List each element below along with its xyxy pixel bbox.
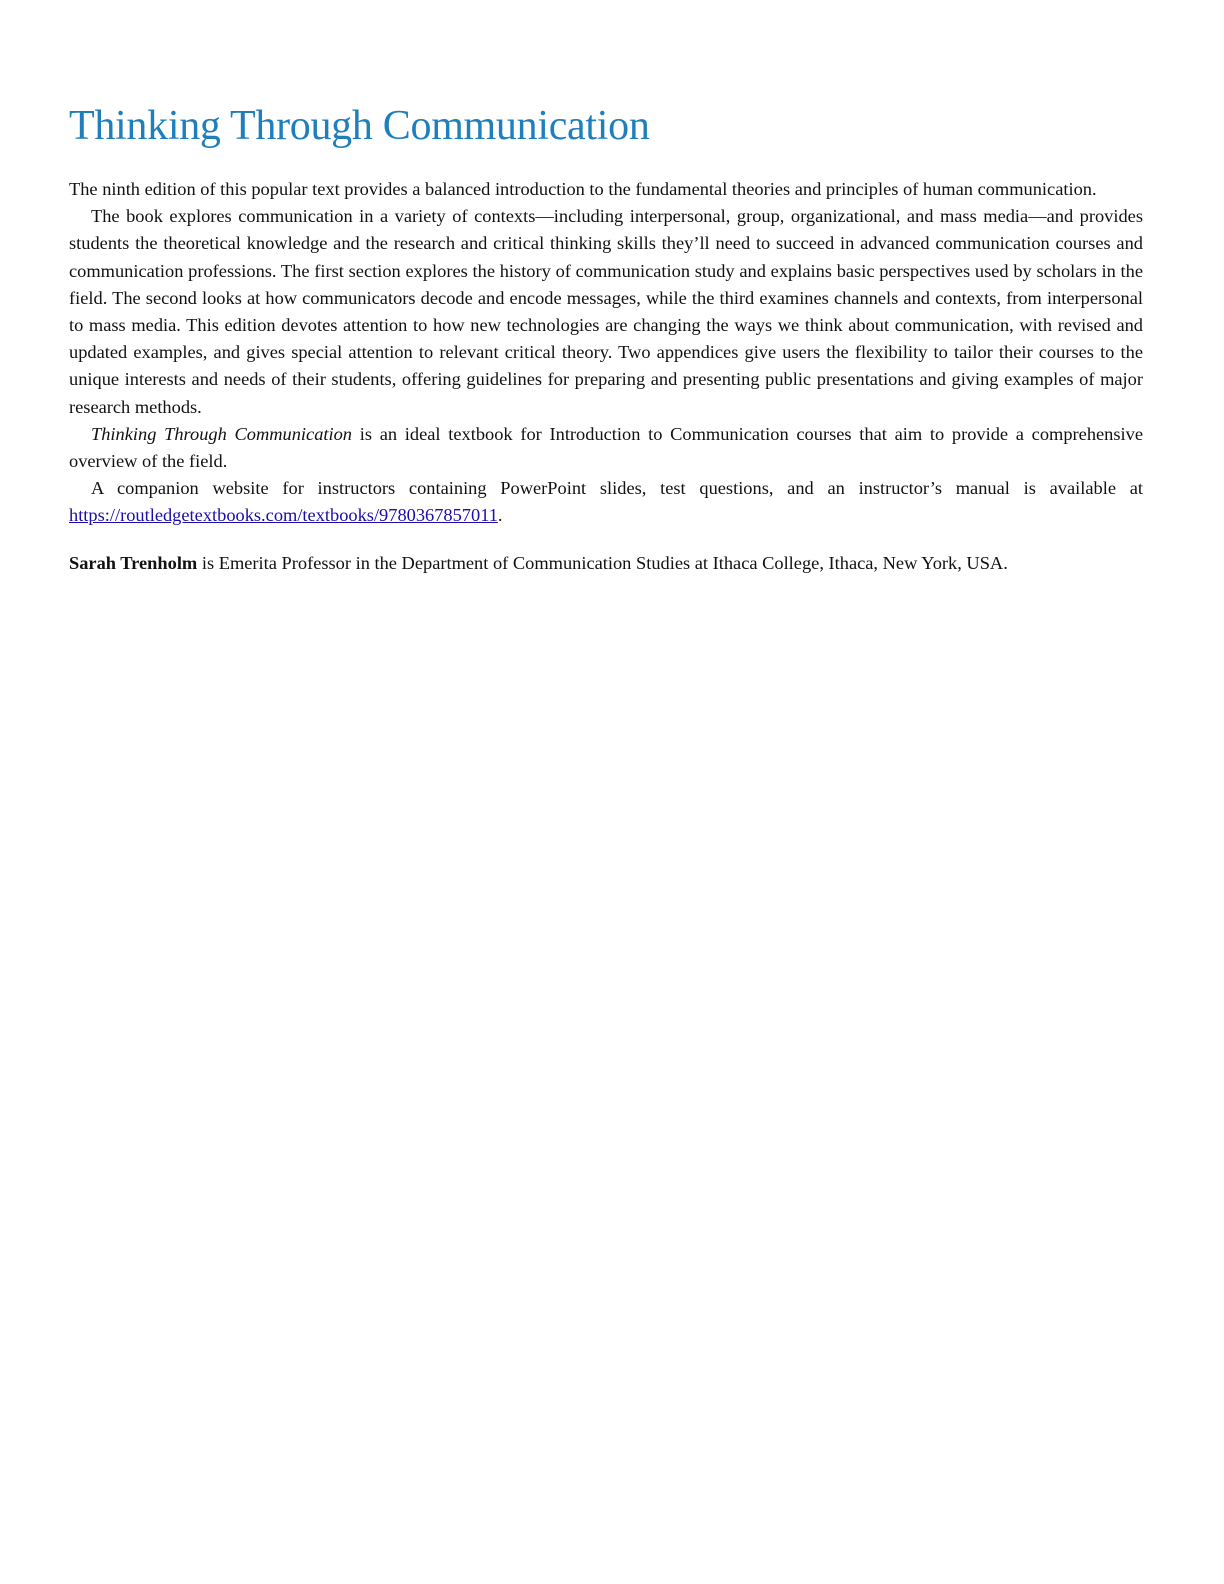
blurb [69,176,1143,530]
author-bio [69,550,1143,577]
blurb-paragraph-3 [69,421,1143,475]
blurb-paragraph-4-end: . [497,505,503,526]
book-description-page [69,98,1143,577]
blurb-paragraph-3-text: is an ideal textbook for Introduction to Communication courses that aim to provide a comprehensive overview of the field. [69,423,1143,472]
blurb-paragraph-4 [69,475,1143,529]
blurb-paragraph-4-text: A companion website for instructors containing PowerPoint slides, test questions, and an instructor’s manual is available at [91,478,1143,499]
blurb-paragraph-2: The book explores communication in a variety of contexts—including interpersonal, group, organizational, and mass media—and provides students the theoretical knowledge and the research and critical thinking skills they’ll need to succeed in advanced communication courses and communication professions. The first section explores the history of communication study and explains basic perspectives used by scholars in the field. The second looks at how communicators decode and encode messages, while the third examines channels and contexts, from interpersonal to mass media. This edition devotes attention to how new technologies are changing the ways we think about communication, with revised and updated examples, and gives special attention to relevant critical theory. Two appendices give users the flexibility to tailor their courses to the unique interests and needs of their students, offering guidelines for preparing and presenting public presentations and giving examples of major research methods. [69,206,1143,417]
author-name: Sarah Trenholm [69,552,198,573]
blurb-paragraph-1: The ninth edition of this popular text provides a balanced introduction to the fundamental theories and principles of human communication. [69,179,1097,199]
companion-website-link[interactable]: https://routledgetextbooks.com/textbooks/9780367857011 [69,505,498,526]
book-title: Thinking Through Communication [69,103,650,149]
author-bio-text: is Emerita Professor in the Department of Communication Studies at Ithaca College, Ithaca, New York, USA. [197,552,1008,573]
book-title-italic: Thinking Through Communication [91,423,353,444]
